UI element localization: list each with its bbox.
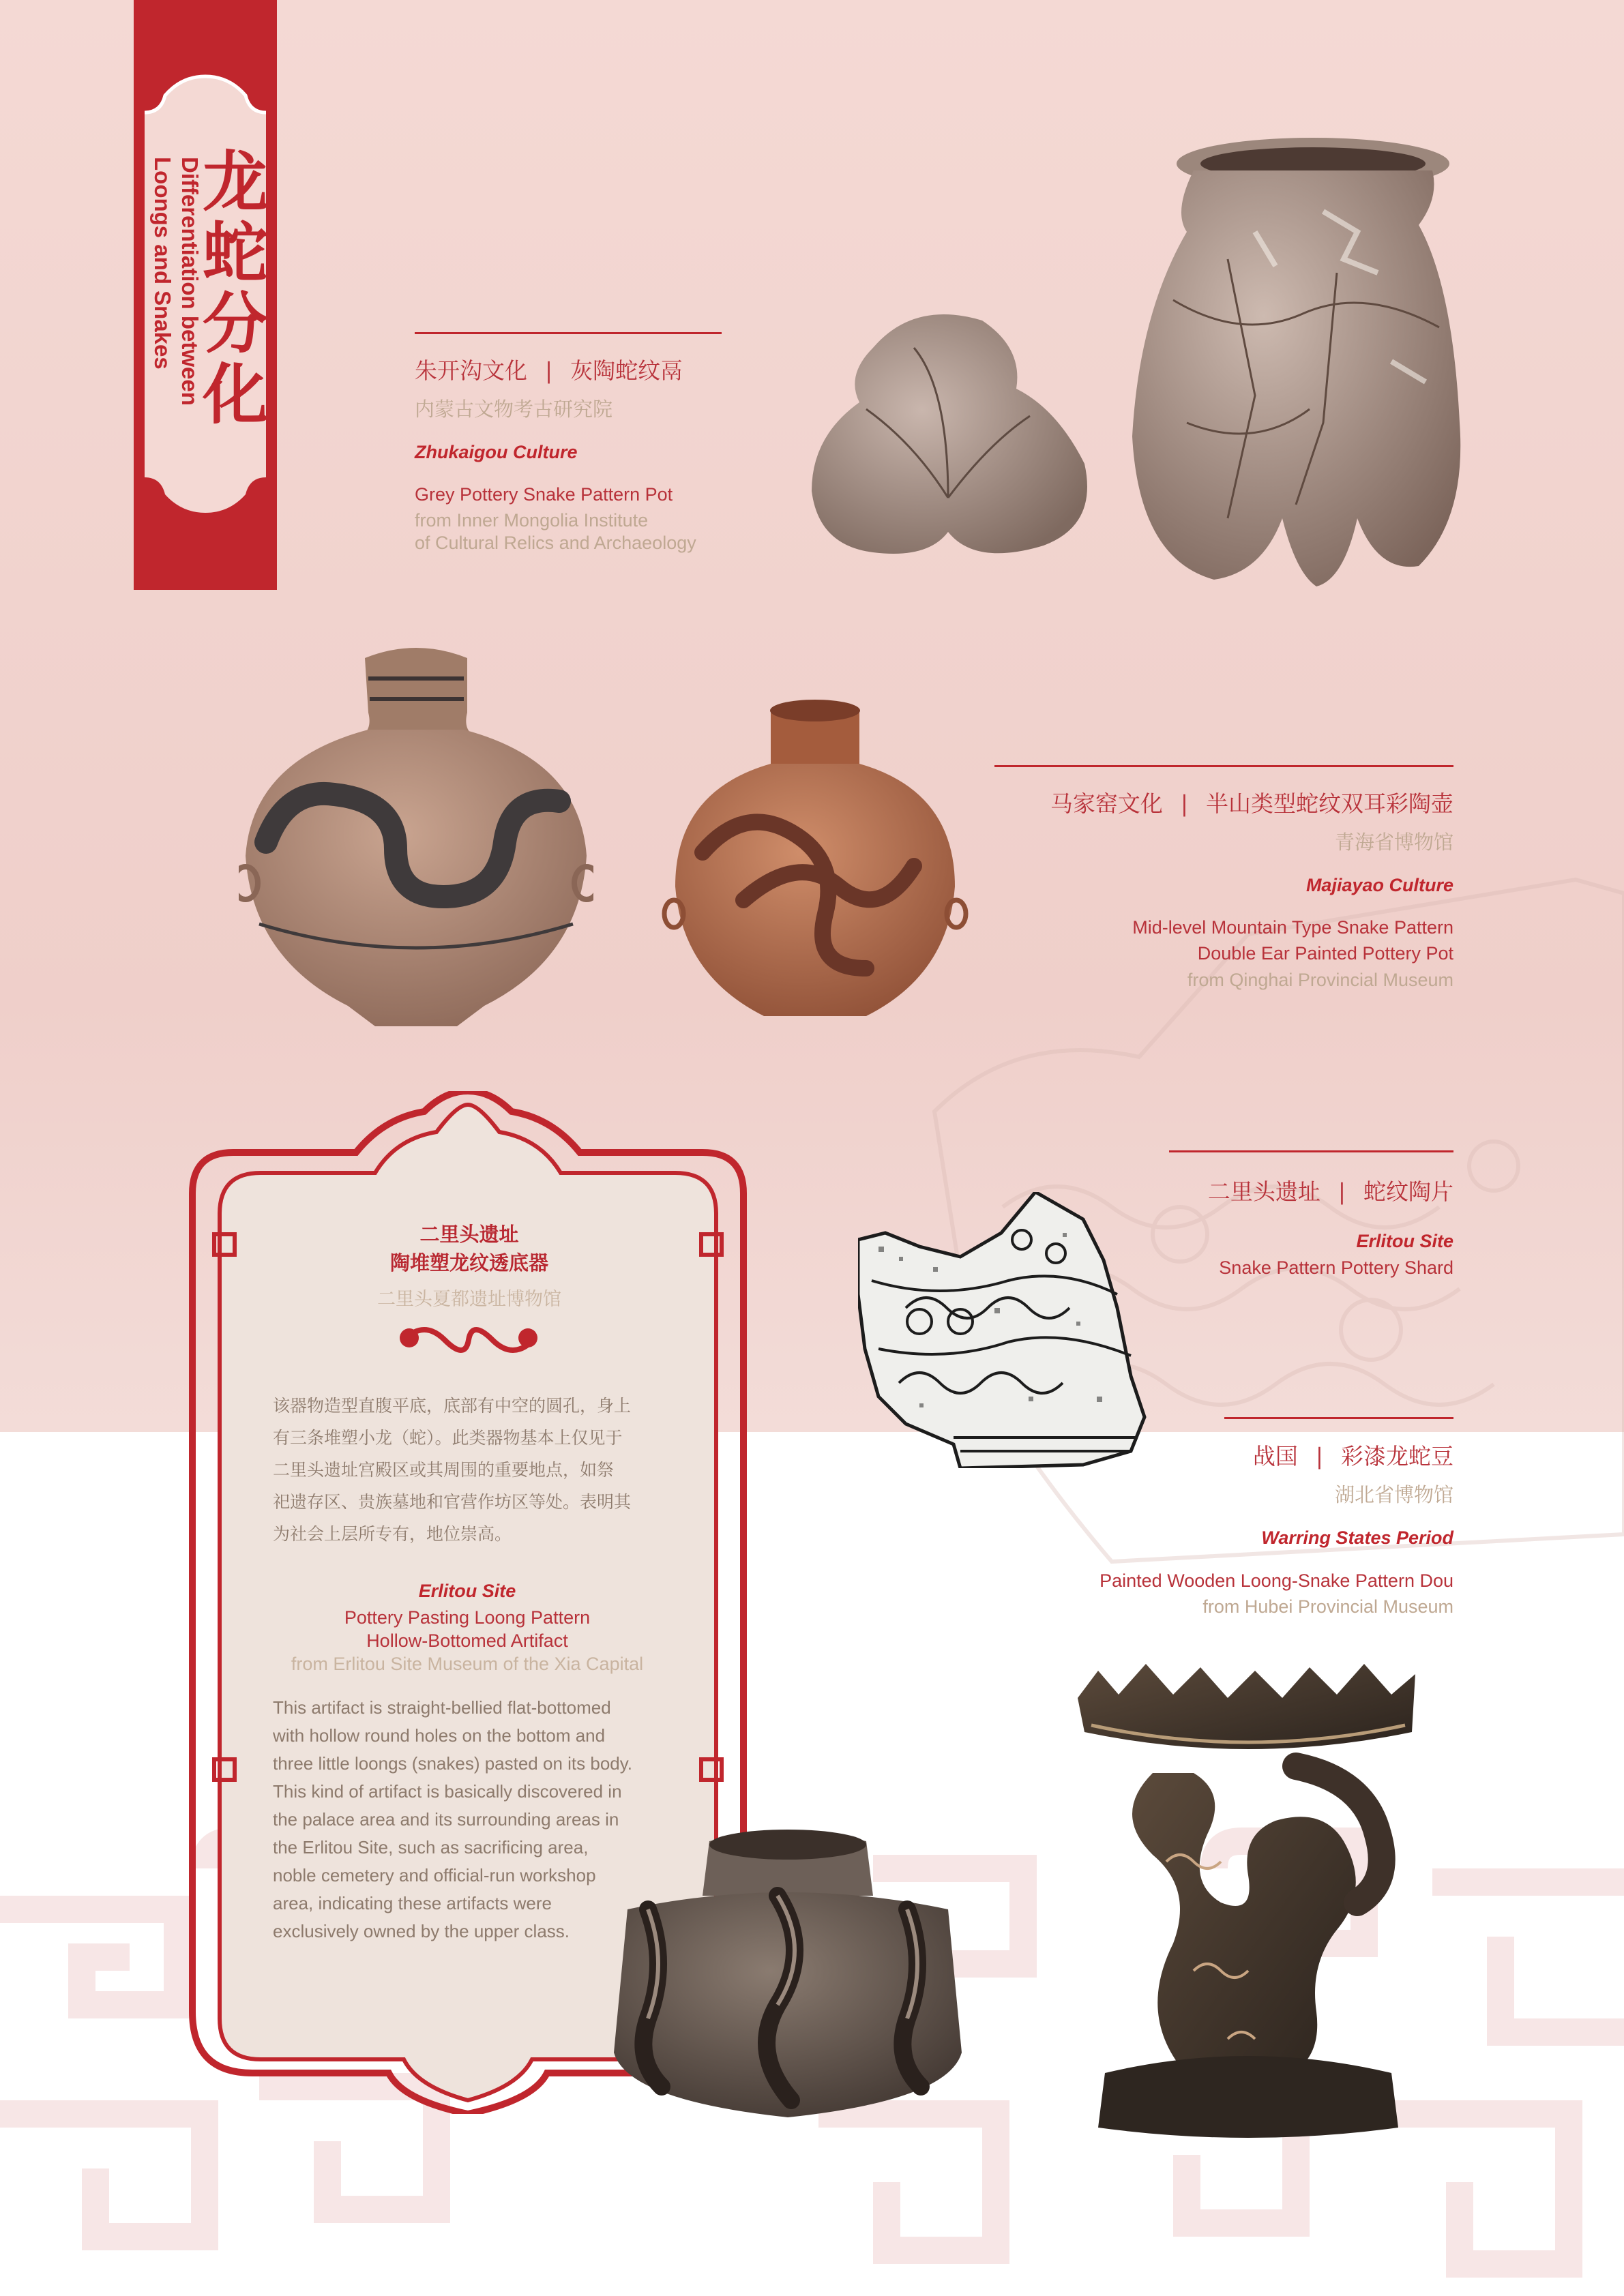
warring-states-heading: [1253, 1439, 1453, 1471]
majiayao-artifact-zh: 半山类型蛇纹双耳彩陶壶: [1206, 790, 1453, 817]
feature-body-en-line: This kind of artifact is basically discovered in: [273, 1781, 622, 1802]
page-title-en-line1: Differentiation between: [177, 157, 203, 406]
feature-body-zh-line: 该器物造型直腹平底，底部有中空的圆孔，身上: [273, 1396, 632, 1416]
majiayao-name-line1: Mid-level Mountain Type Snake Pattern: [1132, 917, 1453, 938]
majiayao-culture-zh: 马家窑文化: [1050, 790, 1163, 817]
feature-body-zh-line: 祀遗存区、贵族墓地和官营作坊区等处。表明其: [273, 1492, 632, 1512]
warring-states-from: from Hubei Provincial Museum: [1202, 1596, 1453, 1617]
grey-pottery-pot-large-image: [1132, 136, 1466, 593]
erlitou-shard-rule: [1169, 1150, 1453, 1152]
page-title-en: [123, 157, 211, 450]
warring-states-period-zh: 战国: [1252, 1443, 1298, 1470]
feature-title-zh-line1: 二里头遗址: [419, 1223, 519, 1246]
double-snake-ornament-icon: [397, 1323, 540, 1357]
feature-from: from Erlitou Site Museum of the Xia Capital: [291, 1654, 644, 1674]
separator: |: [1338, 1178, 1346, 1205]
feature-body-en-line: the Erlitou Site, such as sacrificing area,: [273, 1837, 589, 1858]
snake-pattern-shard-image: [858, 1192, 1158, 1468]
feature-body-en-line: noble cemetery and official-run workshop: [273, 1865, 596, 1885]
feature-name-line2: Hollow-Bottomed Artifact: [366, 1630, 568, 1651]
zhukaigou-name: Grey Pottery Snake Pattern Pot: [415, 484, 673, 505]
feature-body-en-line: three little loongs (snakes) pasted on its body.: [273, 1753, 633, 1774]
feature-name-line1: Pottery Pasting Loong Pattern: [344, 1607, 591, 1628]
zhukaigou-museum-zh: 内蒙古文物考古研究院: [415, 398, 613, 421]
erlitou-shard-site: Erlitou Site: [1356, 1231, 1453, 1251]
feature-title-zh-line2: 陶堆塑龙纹透底器: [389, 1251, 548, 1274]
page-title-zh: 龙蛇分化: [203, 143, 268, 433]
separator: |: [1315, 1443, 1323, 1470]
erlitou-shard-name: Snake Pattern Pottery Shard: [1219, 1257, 1453, 1278]
feature-museum-zh: 二里头夏都遗址博物馆: [377, 1289, 561, 1310]
zhukaigou-culture-zh: 朱开沟文化: [415, 357, 527, 384]
zhukaigou-artifact-zh: 灰陶蛇纹鬲: [570, 357, 683, 384]
separator: |: [1180, 790, 1188, 817]
majiayao-from: from Qinghai Provincial Museum: [1187, 970, 1453, 990]
zhukaigou-heading: [415, 353, 683, 385]
zhukaigou-site: Zhukaigou Culture: [415, 442, 578, 462]
feature-body-en-line: This artifact is straight-bellied flat-bottomed: [273, 1697, 611, 1718]
feature-body-zh-line: 有三条堆塑小龙（蛇）。此类器物基本上仅见于: [273, 1428, 623, 1448]
feature-body-en-line: exclusively owned by the upper class.: [273, 1921, 570, 1941]
painted-pottery-pot-one-image: [239, 638, 593, 1033]
erlitou-shard-heading: [1208, 1174, 1453, 1206]
lacquer-loong-snake-dou-image: [1071, 1657, 1426, 2148]
erlitou-site-zh: 二里头遗址: [1207, 1178, 1320, 1205]
zhukaigou-rule: [415, 332, 722, 334]
majiayao-rule: [994, 765, 1453, 767]
feature-body-zh: [273, 1390, 675, 1550]
page-title-en-line2: Loongs and Snakes: [150, 157, 175, 370]
majiayao-museum-zh: 青海省博物馆: [1334, 831, 1453, 854]
warring-states-artifact-zh: 彩漆龙蛇豆: [1341, 1443, 1453, 1470]
feature-body-en-line: area, indicating these artifacts were: [273, 1893, 552, 1913]
zhukaigou-from-line2: of Cultural Relics and Archaeology: [415, 533, 696, 553]
grey-pottery-pot-small-image: [812, 307, 1098, 566]
feature-body-zh-line: 为社会上层所专有，地位崇高。: [273, 1524, 512, 1544]
majiayao-name-line2: Double Ear Painted Pottery Pot: [1197, 943, 1453, 964]
painted-pottery-pot-two-image: [662, 696, 969, 1030]
warring-states-site: Warring States Period: [1261, 1527, 1453, 1548]
warring-states-rule: [1224, 1417, 1453, 1419]
majiayao-heading: [1050, 786, 1453, 818]
feature-body-en-line: the palace area and its surrounding areas in: [273, 1809, 619, 1830]
erlitou-shard-artifact-zh: 蛇纹陶片: [1363, 1178, 1453, 1205]
separator: |: [545, 357, 553, 384]
feature-body-en-line: with hollow round holes on the bottom and: [273, 1725, 606, 1746]
majiayao-site: Majiayao Culture: [1305, 875, 1453, 895]
zhukaigou-from-line1: from Inner Mongolia Institute: [415, 510, 649, 531]
feature-site: Erlitou Site: [418, 1581, 516, 1601]
pottery-loong-hollow-artifact-image: [607, 1828, 969, 2121]
warring-states-museum-zh: 湖北省博物馆: [1334, 1483, 1453, 1506]
feature-body-zh-line: 二里头遗址宫殿区或其周围的重要地点，如祭: [273, 1460, 615, 1480]
warring-states-name: Painted Wooden Loong-Snake Pattern Dou: [1099, 1570, 1453, 1591]
